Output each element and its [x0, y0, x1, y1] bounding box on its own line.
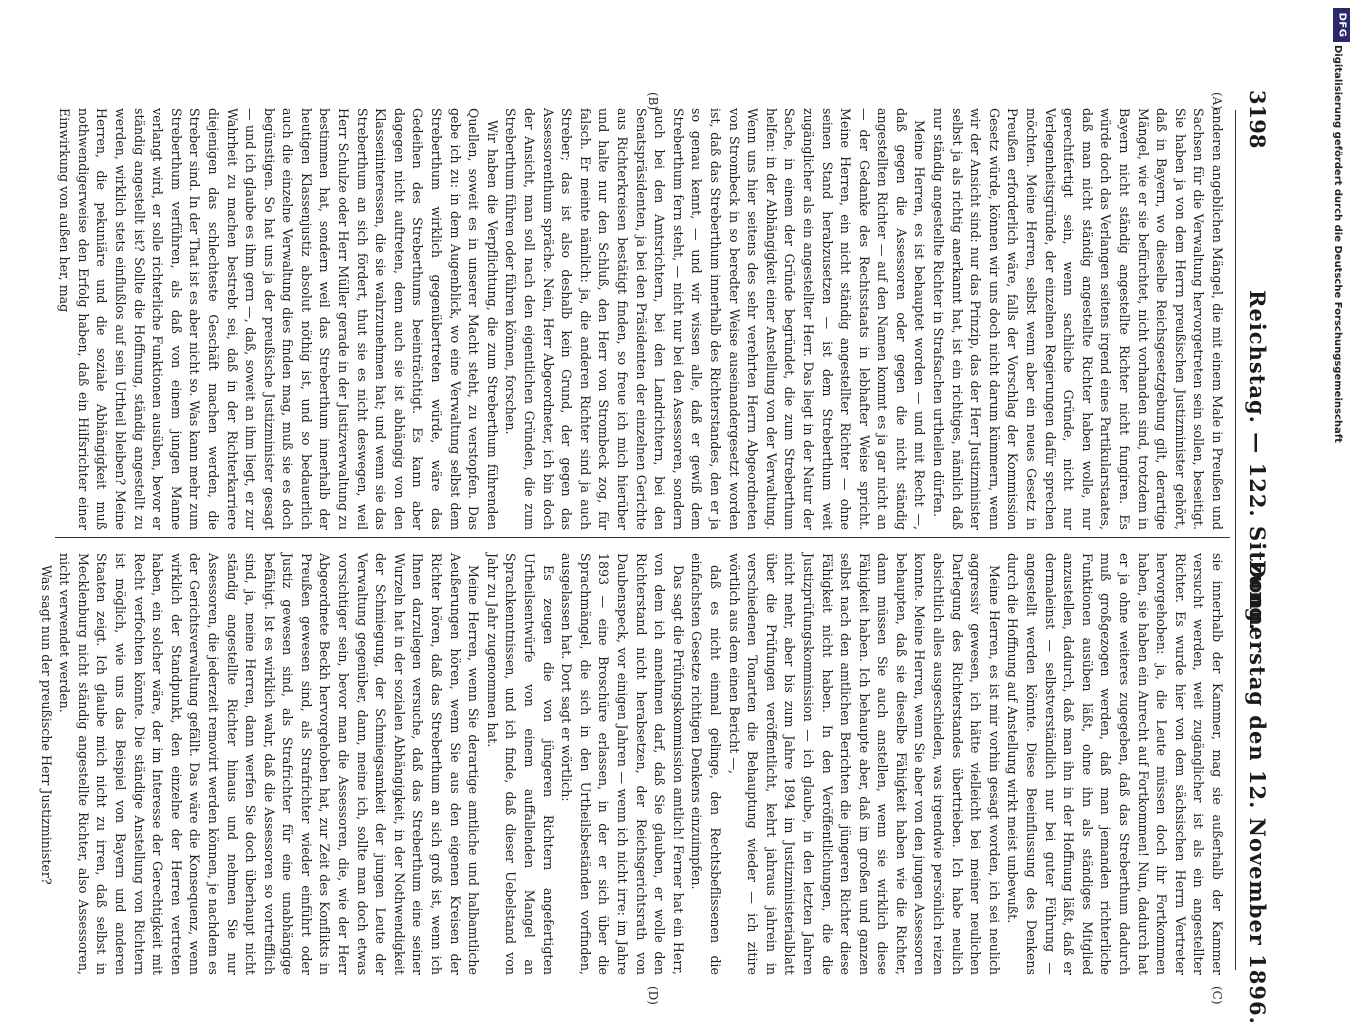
paragraph: Meine Herren, es ist mir vorhin gesagt worden, ich sei neulich aggressiv gewesen, ich hätte vielleicht bei meiner neulichen Darlegung des Richterstandes übertrieben. Ich habe neulich absichtlich alles ausgeschieden, was irgendwie persönlich reizen konnte. Meine Herren, wenn Sie aber von den jungen Assessoren behaupten, daß sie dieselbe Fähigkeit haben wie die Richter, dann müssen Sie auch anstellen, wenn sie wirklich diese Fähigkeit haben. Ich behaupte aber, daß im großen und ganzen selbst nach den amtlichen Berichten die jüngeren Richter diese Fähigkeit nicht haben. In den Veröffentlichungen, die die Justizprüfungskommission — ich glaube, in den letzten Jahren nicht mehr, aber bis zum Jahre 1894 im Justizministerialblatt über die Prüfungen veröffentlicht, kehrt jahraus jahrein in verschiedenen Tonarten die Behauptung wieder — ich zitire wörtlich aus dem einen Bericht —,	[726, 553, 1002, 975]
session-date: Donnerstag den 12. November 1896.	[1245, 560, 1270, 1025]
dfg-logo-text: DFG	[1336, 12, 1347, 38]
session-title: Reichstag. — 122. Sitzung.	[1245, 290, 1270, 632]
quotation: Es zeugen die von jüngeren Richtern angefertigten Urtheilsentwürfe von einem auffallenden Mangel an Sprachkenntnissen, und ich finde, daß dieser Uebelstand von Jahr zu Jahr zugenommen hat.	[484, 553, 556, 975]
left-text-column	[56, 108, 1226, 530]
page-number: 3198	[1245, 90, 1270, 149]
margin-marker-d: (D)	[646, 986, 660, 1005]
paragraph: sie innerhalb der Kammer, mag sie außerhalb der Kammer versucht werden, weit zugänglicher ist als ein angestellter Richter. Es wurde hier von dem sächsischen Herrn Vertreter hervorgehoben: ja, die Leute müssen doch ihr Fortkommen haben, sie haben ein Anrecht auf Fortkommen! Nun, dadurch hat er ja ohne weiteres zugegeben, daß das Streberthum dadurch muß großgezogen werden, daß man jemanden richterliche Funktionen ausüben läßt, ohne ihn als ständiges Mitglied anzustellen, dadurch, daß man ihn in der Hoffnung läßt, daß er dermaleinst — selbstverständlich nur bei guter Führung — angestellt werden könnte. Diese Beeinflussung des Denkens durch die Hoffnung auf Anstellung wirkt meist unbewußt.	[1005, 553, 1225, 975]
paragraph: Was sagt nun der preußische Herr Justizminister?	[38, 565, 54, 885]
header-rule	[1235, 110, 1236, 970]
paragraph: Meine Herren, wenn Sie derartige amtliche und halbamtliche Aeußerungen hören, wenn Sie aus den eigenen Kreisen der Richter hören, daß das Streberthum an sich groß ist, wenn ich Ihnen darzulegen versuche, daß das Streberthum eine seiner Wurzeln hat in der sozialen Abhängigkeit, in der Nothwendigkeit der Schmiegung, der Schmiegsamkeit der jungen Leute der Verwaltung gegenüber, dann, meine ich, sollte man doch etwas vorsichtiger sein, bevor man die Assessoren, die, wie der Herr Abgeordnete Beckh hervorgehoben hat, zur Zeit des Konflikts in Preußen gewesen sind, als Strafrichter wieder einführt oder Justiz gewesen sind, als Strafrichter für eine unabhängige befähigt. Ist es wirklich wahr, daß die Assessoren so vortrefflich sind, ja, meine Herren, dann werfen Sie doch überhaupt nicht ständig angestellte Richter hinaus und nehmen Sie nur Assessoren, die jederzeit removirt werden können, je nachdem es der Gerichtsverwaltung gefällt. Das wäre die Konsequenz, wenn wirklich der Standpunkt, den einzelne der Herren vertreten haben, ein solcher wäre, der im Interesse der Gerechtigkeit mit Recht verfochten könnte. Die ständige Anstellung von Richtern ist möglich, wie uns das Beispiel von Bayern und anderen Staaten zeigt. Ich glaube mich nicht zu irren, daß selbst in Mecklenburg nicht ständig angestellte Richter, also Assessoren, nicht verwendet werden.	[57, 553, 482, 975]
right-text-column	[38, 553, 1226, 975]
quotation: daß es nicht einmal gelinge, den Rechtsbeflissenen die einfachsten Gesetze richtigen Denkens einzuimpfen.	[689, 553, 723, 975]
margin-marker-b: (B)	[646, 92, 660, 111]
margin-marker-c: (C)	[1210, 986, 1224, 1005]
digitization-note: Digitalisierung gefördert durch die Deutsche Forschungsgemeinschaft	[1332, 45, 1343, 443]
paragraph: Meine Herren, es ist behauptet worden — und mit Recht —, daß gegen die Assessoren oder gegen die nicht ständig angestellten Richter — auf den Namen kommt es ja gar nicht an — der Gedanke des Rechtsstaats in lebhafter Weise spricht. Meine Herren, ein nicht ständig angestellter Richter — ohne seinen Stand herabzusetzen — ist dem Streberthum weit zugänglicher als ein angestellter Herr. Das liegt in der Natur der Sache, in einem der Gründe begründet, die zum Streberthum helfen: in der Abhängigkeit einer Anstellung von der Verwaltung. Wenn uns hier seitens des sehr verehrten Herrn Abgeordneten von Strombeck in so beredter Weise auseinandergesetzt worden ist, daß das Streberthum innerhalb des Richterstandes, den er ja so genau kennt, — und wir wissen alle, daß er gewiß dem Streberthum fern steht, — nicht nur bei den Assessoren, sondern auch bei den Amtsrichtern, bei den Landrichtern, bei den Senatspräsidenten, ja bei den Präsidenten der einzelnen Gerichte aus Richterkreisen bestätigt finden, so freue ich mich hierüber und halte nur den Schluß, den Herr von Strombeck zog, für falsch. Er meinte nämlich: ja, die anderen Richter sind ja auch Streber; das ist also deshalb kein Grund, der gegen das Assessorenthum spräche. Nein, Herr Abgeordneter, ich bin doch der Ansicht, man soll nach den eigentlichen Gründen, die zum Streberthum führen oder führen können, forschen.	[503, 108, 928, 530]
column-divider	[55, 537, 1230, 538]
paragraph: Wir haben die Verpflichtung, die zum Streberthum führenden Quellen, soweit es in unserer Macht steht, zu verstopfen. Das gebe ich zu: in dem Augenblick, wo eine Verwaltung selbst dem Streberthum wirklich gegenübertreten würde, wäre das Gedeihen des Streberthums beeinträchtigt. Es kann aber dagegen nicht auftreten, denn auch sie ist abhängig von den Klasseninteressen, die sie wahrzunehmen hat; und wenn sie das Streberthum an sich fördert, thut sie es nicht deswegen, weil Herr Schulze oder Herr Müller gerade in der Justizverwaltung zu bestimmen hat, sondern weil das Streberthum innerhalb der heutigen Klassenjustiz absolut nöthig ist, und so bedauerlich auch die einzelne Verwaltung dies finden mag, muß sie es doch begünstigen. So hat uns ja der preußische Justizminister gesagt — und ich glaube es ihm gern —, daß, soweit an ihm liegt, er zur Wahrheit zu machen bestrebt sei, daß in der Richterkarriere diejenigen das schlechteste Geschäft machen werden, die Streber sind. In der That ist es aber nicht so. Was kann mehr zum Streberthum verführen, als daß von einem jungen Manne verlangt wird, er solle richterliche Funktionen ausüben, bevor er ständig angestellt ist? Sollte die Hoffnung, ständig angestellt zu werden, wirklich stets einflußlos auf sein Urtheil bleiben? Meine Herren, die pekuniäre und die soziale Abhängigkeit muß nothwendigerweise den Erfolg haben, daß ein Hilfsrichter einer Einwirkung von außen her, mag	[57, 108, 500, 530]
margin-marker-a: (A)	[1210, 92, 1224, 111]
page-header	[1240, 90, 1270, 1025]
dfg-logo	[1333, 8, 1350, 42]
paragraph: anderen angeblichen Mängel, die mit einem Male in Preußen und Sachsen für die Verwaltung hervorgetreten sein sollen, beseitigt. Sie haben ja von dem Herrn preußischen Justizminister gehört, daß in Bayern, wo dieselbe Reichsgesetzgebung gilt, derartige Mängel, wie er sie befürchtet, nicht vorhanden sind, trotzdem in Bayern nicht ständig angestellte Richter nicht fungiren. Es würde doch das Verlangen seitens irgend eines Partikularstaates, daß man nicht ständig angestellte Richter haben wolle, nur gerechtfertigt sein, wenn sachliche Gründe, nicht nur Verlegenheitsgründe, der einzelnen Regierungen dafür sprechen möchten. Meine Herren, selbst wenn aber ein neues Gesetz in Preußen erforderlich wäre, falls der Vorschlag der Kommission Gesetz würde, können wir uns doch nicht darum kümmern, wenn wir der Ansicht sind: nur das Prinzip, das der Herr Justizminister selbst ja als richtig anerkannt hat, ist ein richtiges, nämlich daß nur ständig angestellte Richter in Strafsachen urtheilen dürfen.	[931, 108, 1225, 530]
paragraph: Das sagt die Prüfungskommission amtlich! Ferner hat ein Herr, von dem ich annehmen darf, daß Sie glauben, er wolle den Richterstand nicht herabsetzen, der Reichsgerichtsrath von Daubenspeck, vor einigen Jahren — wenn ich nicht irre: im Jahre 1893 — eine Broschüre erlassen, in der er sich über die Sprachmängel, die sich in den Urtheilsbeständen vorfinden, ausgelassen hat. Dort sagt er wörtlich:	[559, 553, 686, 975]
